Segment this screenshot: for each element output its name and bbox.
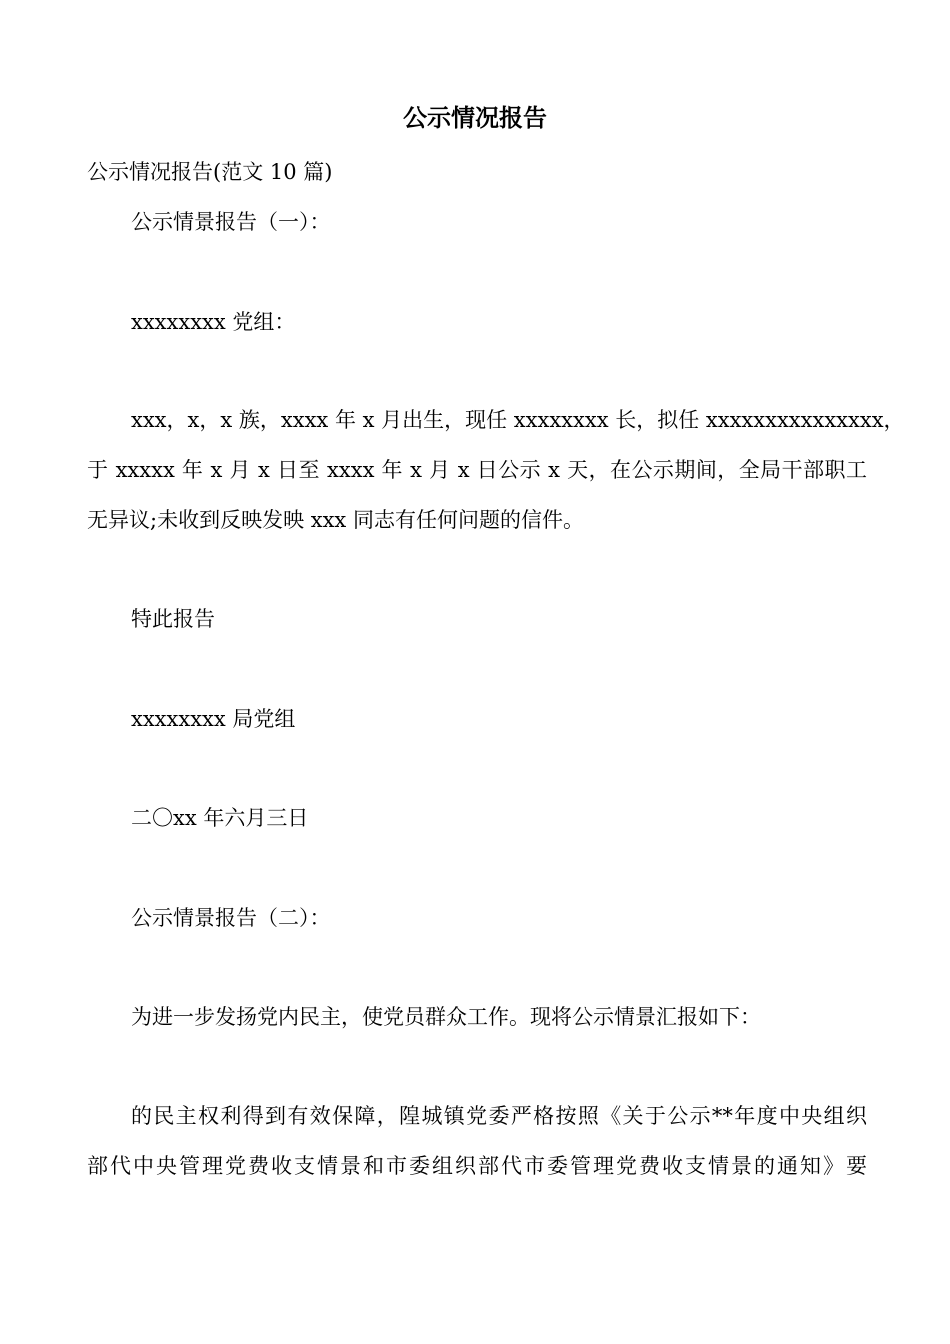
section-1-heading: 公示情景报告（一）： — [131, 210, 331, 234]
section-2-intro: 为进一步发扬党内民主，使党员群众工作。现将公示情景汇报如下： — [131, 1005, 761, 1029]
section-2-body-line: 的民主权利得到有效保障，隍城镇党委严格按照《关于公示**年度中央组织 — [131, 1104, 867, 1128]
section-1-body-line: 于 xxxxx 年 x 月 x 日至 xxxx 年 x 月 x 日公示 x 天，在公示期间，全局干部职工 — [87, 458, 867, 482]
document-subtitle: 公示情况报告(范文 10 篇) — [87, 160, 333, 184]
section-1-date: 二〇xx 年六月三日 — [131, 806, 309, 830]
section-1-signature: xxxxxxxx 局党组 — [131, 707, 296, 731]
section-1-body-line: 无异议;未收到反映发映 xxx 同志有任何问题的信件。 — [87, 508, 584, 532]
section-1-body-line: xxx，x，x 族，xxxx 年 x 月出生，现任 xxxxxxxx 长，拟任 xxxxxxxxxxxxxxx， — [131, 408, 905, 432]
section-2-heading: 公示情景报告（二）： — [131, 906, 331, 930]
document-title: 公示情况报告 — [403, 104, 547, 132]
section-1-closing: 特此报告 — [131, 607, 215, 631]
section-1-addressee: xxxxxxxx 党组： — [131, 310, 296, 334]
section-2-body-line: 部代中央管理党费收支情景和市委组织部代市委管理党费收支情景的通知》要 — [87, 1154, 867, 1178]
